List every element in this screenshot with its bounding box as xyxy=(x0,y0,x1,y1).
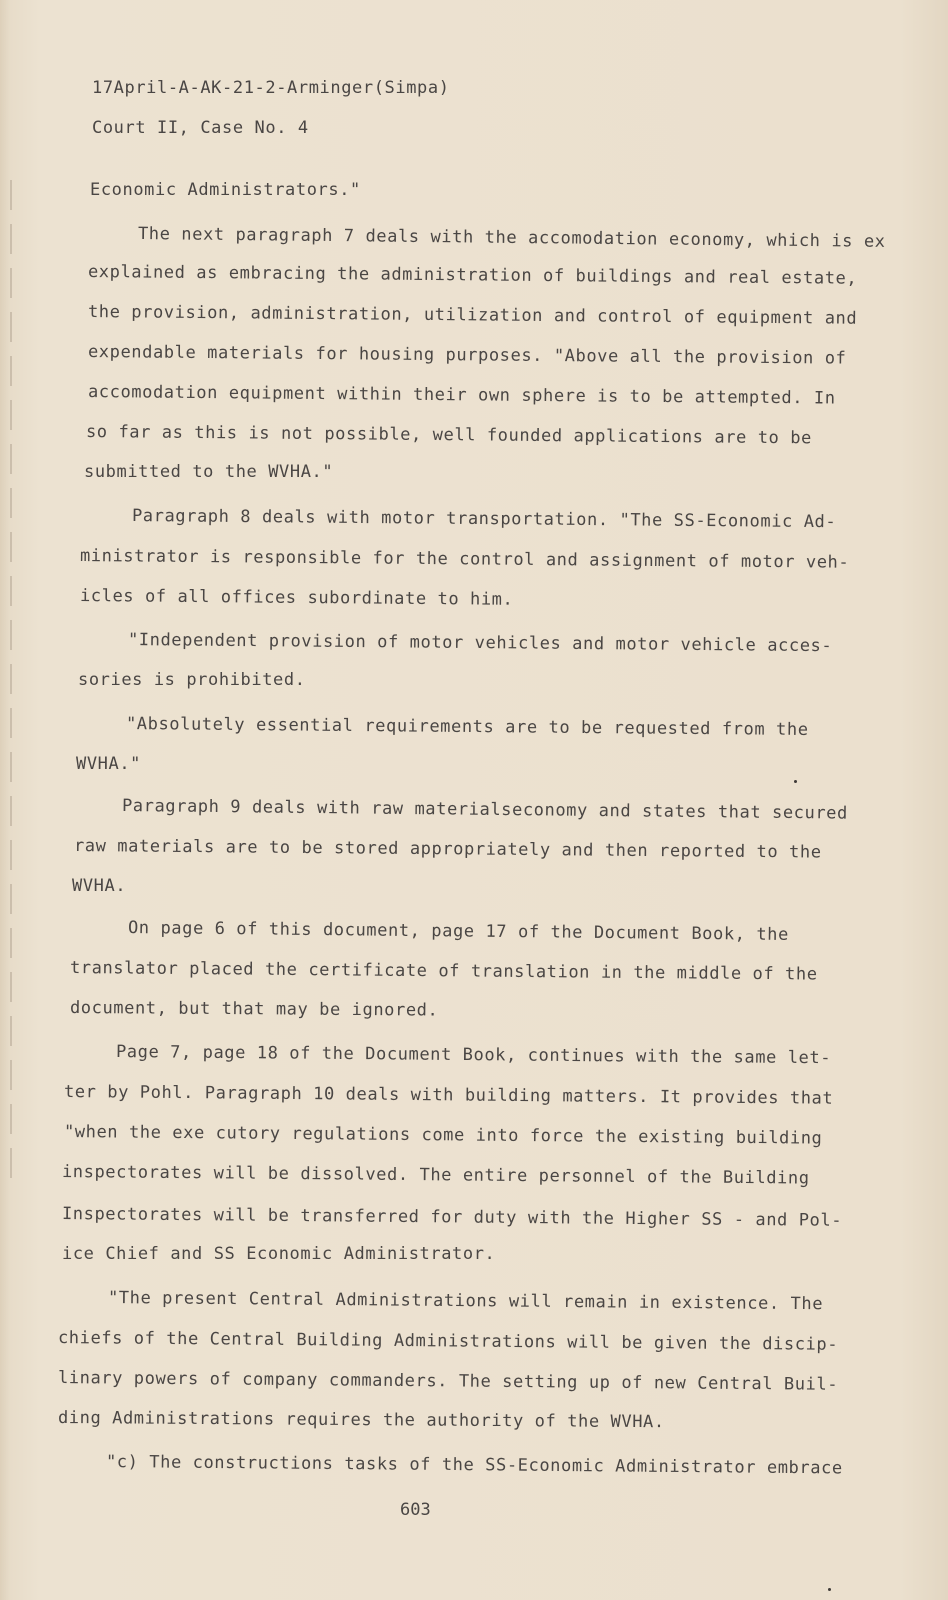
ink-speck xyxy=(828,1588,831,1591)
body-line: On page 6 of this document, page 17 of the Document Book, the xyxy=(127,918,790,945)
body-line: submitted to the WVHA." xyxy=(84,462,334,482)
body-line: expendable materials for housing purposes. "Above all the provision of xyxy=(87,342,847,369)
body-line: Economic Administrators." xyxy=(90,180,361,200)
court-case-line: Court II, Case No. 4 xyxy=(92,118,309,138)
body-line: so far as this is not possible, well founded applications are to be xyxy=(85,422,812,449)
body-line: sories is prohibited. xyxy=(78,670,306,690)
document-reference: 17April-A-AK-21-2-Arminger(Simpa) xyxy=(92,78,450,98)
body-line: "The present Central Administrations will remain in existence. The xyxy=(107,1288,824,1315)
body-line: ter by Pohl. Paragraph 10 deals with building matters. It provides that xyxy=(63,1082,834,1109)
body-line: inspectorates will be dissolved. The entire personnel of the Building xyxy=(61,1162,810,1189)
body-line: chiefs of the Central Building Administrations will be given the discip- xyxy=(57,1328,839,1355)
body-line: icles of all offices subordinate to him. xyxy=(79,586,514,610)
body-line: "Absolutely essential requirements are to be requested from the xyxy=(125,714,809,740)
body-line: "c) The constructions tasks of the SS-Economic Administrator embrace xyxy=(105,1452,843,1479)
body-line: "when the exe cutory regulations come into force the existing building xyxy=(63,1122,823,1149)
page-number: 603 xyxy=(400,1500,431,1520)
body-line: WVHA. xyxy=(72,876,127,896)
body-line: linary powers of company commanders. The setting up of new Central Buil- xyxy=(57,1368,839,1395)
body-line: The next paragraph 7 deals with the accomodation economy, which is ex xyxy=(137,224,886,252)
body-line: ministrator is responsible for the control and assignment of motor veh- xyxy=(79,546,850,573)
body-line: ding Administrations requires the authority of the WVHA. xyxy=(57,1408,665,1433)
ink-speck xyxy=(794,780,797,783)
body-line: Inspectorates will be transferred for duty with the Higher SS - and Pol- xyxy=(61,1204,843,1231)
body-line: explained as embracing the administration of buildings and real estate, xyxy=(87,262,858,289)
body-line: Page 7, page 18 of the Document Book, continues with the same let- xyxy=(115,1042,832,1069)
body-line: "Independent provision of motor vehicles and motor vehicle acces- xyxy=(127,630,833,657)
body-line: translator placed the certificate of translation in the middle of the xyxy=(69,958,818,985)
body-line: Paragraph 9 deals with raw materialseconomy and states that secured xyxy=(121,796,849,824)
torn-left-edge xyxy=(10,180,12,1180)
body-line: accomodation equipment within their own sphere is to be attempted. In xyxy=(87,382,836,409)
body-line: the provision, administration, utilization and control of equipment and xyxy=(87,302,858,329)
body-line: ice Chief and SS Economic Administrator. xyxy=(62,1244,496,1264)
body-line: raw materials are to be stored appropriately and then reported to the xyxy=(73,836,822,863)
body-line: WVHA." xyxy=(76,754,142,774)
body-line: document, but that may be ignored. xyxy=(69,998,439,1021)
body-line: Paragraph 8 deals with motor transportation. "The SS-Economic Ad- xyxy=(131,506,837,533)
